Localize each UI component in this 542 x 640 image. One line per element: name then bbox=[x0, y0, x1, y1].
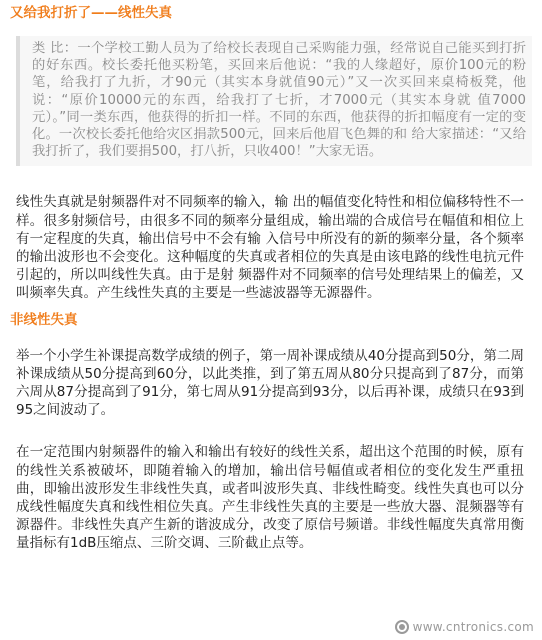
site-watermark bbox=[395, 620, 534, 634]
nonlinear-example-paragraph: 举一个小学生补课提高数学成绩的例子，第一周补课成绩从40分提高到50分，第二周补课成绩从50分提高到60分，以此类推，到了第五周从80分只提高到了87分，而第六周从87分提高到了91分，第七周从91分提高到93分，以后再补课，成绩只在93到95之间波动了。 bbox=[16, 347, 524, 419]
section-title-nonlinear-distortion: 非线性失真 bbox=[10, 311, 78, 328]
watermark-text: www.cntronics.com bbox=[412, 620, 534, 634]
cntronics-logo-icon bbox=[395, 620, 409, 634]
analogy-quote-block: 类 比：一个学校工勤人员为了给校长表现自己采购能力强，经常说自己能买到打折的好东西。校长委托他买粉笔，买回来后他说：“我的人缘超好，原价100元的粉 笔，给我打了九折，才90元（其实本身就值90元）”又一次买回来桌椅板凳，他说：“原价10000元的东西，给我打了七折，才7000元（其实本身就 值7000元）。”同一类东西，他获得的折扣一样。不同的东西，他获得的折扣幅度有一定的变化。一次校长委托他给灾区捐款500元，回来后他眉飞色舞的和 给大家描述：“又给我打折了，我们要捐500，打八折，只收400！”大家无语。 bbox=[16, 36, 532, 166]
section-title-linear-distortion: 又给我打折了——线性失真 bbox=[10, 5, 172, 21]
nonlinear-distortion-paragraph: 在一定范围内射频器件的输入和输出有较好的线性关系，超出这个范围的时候，原有的线性关系被破坏，即随着输入的增加，输出信号幅值或者相位的变化发生严重扭曲，即输出波形发生非线性失真，或者叫波形失真、非线性畸变。线性失真也可以分成线性幅度失真和线性相位失真。产生非线性失真的主要是一些放大器、混频器等有源器件。非线性失真产生新的谐波成分，改变了原信号频谱。非线性幅度失真常用衡量指标有1dB压缩点、三阶交调、三阶截止点等。 bbox=[16, 444, 524, 552]
linear-distortion-paragraph: 线性失真就是射频器件对不同频率的输入，输 出的幅值变化特性和相位偏移特性不一样。很多射频信号，由很多不同的频率分量组成，输出端的合成信号在幅值和相位上有一定程度的失真，输出信号中不会有输 入信号中所没有的新的频率分量，各个频率的输出波形也不会变化。这种幅度的失真或者相位的失真是由该电路的线性电抗元件引起的，所以叫线性失真。由于是射 频器件对不同频率的信号处理结果上的偏差，又叫频率失真。产生线性失真的主要是一些滤波器等无源器件。 bbox=[16, 194, 524, 302]
